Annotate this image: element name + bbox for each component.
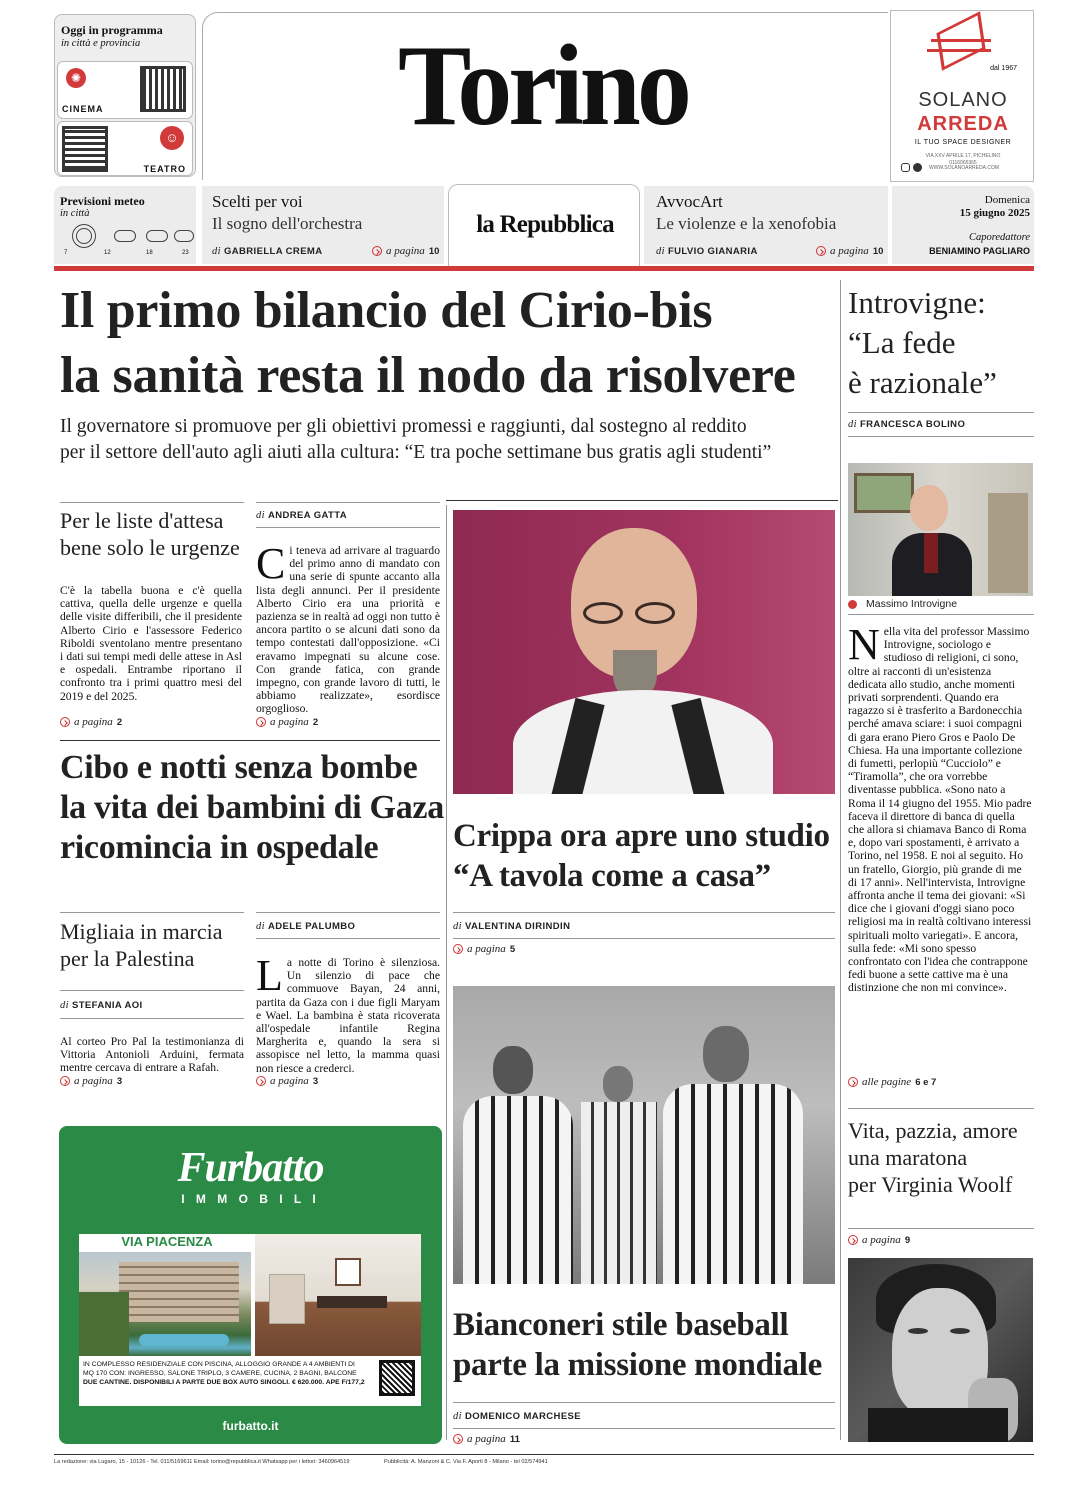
program-subtitle: in città e provincia: [61, 38, 141, 49]
interior-photo: [255, 1234, 421, 1356]
bianconeri-page-ref[interactable]: a pagina 11: [453, 1433, 520, 1445]
cloud-sun-icon: [114, 230, 136, 242]
solano-name-2: ARREDA: [917, 113, 1009, 135]
woolf-photo: [848, 1258, 1033, 1442]
editor-name: BENIAMINO PAGLIARO: [929, 246, 1030, 256]
furbatto-text-line: MQ 170 CON: INGRESSO, SALONE TRIPLO, 3 CAMERE, CUCINA, 2 BAGNI, BALCONE: [83, 1370, 357, 1377]
section-rule: [256, 938, 440, 939]
introvigne-title-2[interactable]: “La fede: [848, 325, 956, 360]
weather-time: 18: [146, 250, 153, 256]
masthead-title: Torino: [398, 20, 688, 150]
marcia-title[interactable]: Migliaia in marcia: [60, 919, 223, 944]
lead-summary: Il governatore si promuove per gli obiettivi promessi e raggiunti, dal sostegno al reddito: [60, 416, 747, 437]
solano-phone: 0116065365: [949, 160, 977, 166]
column-divider: [840, 280, 841, 1440]
introvigne-body: Nella vita del professor Massimo Introvigne, sociologo e studioso di religioni, ci sono, oltre ai racconti di un'esistenza dedicata allo studio, anche momenti privati sorprendenti. Quando era ragazzo si è trasferito a Bardonecchia perché amava sciare: i suoi compagni di gara erano Piero Gros e Paolo De Chiesa. Ha una importante collezione di fumetti, perlopiù “Cucciolo” e “Tiramolla”, che ora vorrebbe diventasse pubblica. «Sono nato a Roma il 14 giugno del 1955. Mio padre faceva il direttore di banca di quella che allora si chiamava Banco di Roma e, dopo vari spostamenti, è arrivato a Torino, nel 1958. E noi al seguito. Ho un fratello, Giorgio, più grande di me di 17 anni». Nell'intervista, Introvigne affronta anche il tema dei giovani: «Si dice che i giovani d'oggi siano poco religiosi ma in realtà coltivano interessi spirituali molto variegati». E ancora, sulla fede: «Mi sono spesso confrontato con l'idea che contrappone fedi buone a sette cattive ma è una distinzione che non mi convince».: [848, 620, 1032, 995]
red-rule: [54, 266, 1034, 271]
cinema-icon: ✺: [66, 68, 86, 88]
scelti-title: Il sogno dell'orchestra: [212, 214, 363, 233]
arrow-icon: [372, 246, 382, 256]
dropcap: C: [256, 539, 286, 588]
facebook-icon: [913, 163, 922, 172]
editor-role: Caporedattore: [968, 232, 1030, 243]
program-title: Oggi in programma: [61, 23, 163, 37]
cinema-card[interactable]: [57, 61, 193, 119]
section-rule: [256, 502, 440, 503]
bianconeri-headline[interactable]: Bianconeri stile baseball: [453, 1307, 789, 1343]
date-weekday: Domenica: [984, 194, 1030, 206]
section-rule: [848, 1228, 1034, 1229]
theatre-masks-icon: ☺: [160, 126, 184, 150]
cloud-sun-icon: [146, 230, 168, 242]
column-divider: [446, 505, 447, 1440]
arrow-icon: [60, 1076, 70, 1086]
teatro-card[interactable]: [57, 121, 193, 176]
lead-summary-2: per il settore dell'auto agli aiuti alla cultura: “E tra poche settimane bus gratis agli studenti”: [60, 442, 772, 463]
camera-icon: [848, 600, 857, 609]
qr-code-icon: [140, 66, 186, 112]
furbatto-location: VIA PIACENZA: [121, 1234, 213, 1249]
gatta-page-ref[interactable]: a pagina 2: [256, 716, 318, 728]
weather-time: 23: [182, 250, 189, 256]
section-rule: [60, 740, 440, 741]
solano-since: dal 1967: [990, 65, 1017, 72]
furbatto-card: [79, 1234, 421, 1406]
marcia-title-2[interactable]: per la Palestina: [60, 946, 195, 971]
instagram-icon: [901, 163, 910, 172]
section-rule: [60, 990, 244, 991]
arrow-icon: [453, 944, 463, 954]
arrow-icon: [816, 246, 826, 256]
section-rule: [453, 1428, 835, 1429]
introvigne-title-3[interactable]: è razionale”: [848, 365, 997, 400]
ad-solano-arreda[interactable]: [890, 10, 1034, 182]
weather-box: [54, 186, 196, 264]
woolf-title-3[interactable]: per Virginia Woolf: [848, 1172, 1013, 1197]
introvigne-page-ref[interactable]: alle pagine 6 e 7: [848, 1076, 936, 1088]
crippa-photo: [453, 510, 835, 794]
cinema-label: CINEMA: [62, 104, 104, 114]
furbatto-text-line: IN COMPLESSO RESIDENZIALE CON PISCINA, ALLOGGIO GRANDE A 4 AMBIENTI DI: [83, 1361, 355, 1368]
scelti-box[interactable]: [202, 186, 444, 264]
arrow-icon: [848, 1235, 858, 1245]
cloud-sun-icon: [174, 230, 194, 242]
introvigne-photo: [848, 463, 1033, 596]
liste-body: C'è la tabella buona e c'è quella cattiva, quella delle urgenze e quella delle visite differibili, che il presidente Alberto Cirio e l'assessore Federico Riboldi sventolano mentre presentano i dati sui tempi medi delle attese in Asl e ospedali. Entrambe riportano il confronto tra i primi quattro mesi del 2019 e del 2025.: [60, 584, 242, 703]
avvocart-title: Le violenze e la xenofobia: [656, 214, 837, 233]
solano-name: SOLANO: [918, 89, 1008, 111]
weather-subtitle: in città: [60, 208, 90, 219]
introvigne-byline: di FRANCESCA BOLINO: [848, 419, 966, 430]
solano-web: WWW.SOLANOARREDA.COM: [929, 165, 1000, 171]
introvigne-caption: Massimo Introvigne: [866, 598, 958, 610]
liste-title-2[interactable]: bene solo le urgenze: [60, 535, 240, 560]
date-day: 15 giugno 2025: [959, 207, 1030, 219]
furbatto-text-line: DUE CANTINE. DISPONIBILI A PARTE DUE BOX AUTO SINGOLI. € 620.000. APE F/177,2: [83, 1379, 365, 1386]
woolf-page-ref[interactable]: a pagina 9: [848, 1234, 910, 1246]
footer-pubblicita: Pubblicità: A. Manzoni & C. Via F. Aporti 8 - Milano - tel 02/574941: [384, 1459, 548, 1465]
solano-address: VIA XXV APRILE 17, PICHELINO: [925, 153, 1001, 159]
section-rule: [60, 912, 244, 913]
palumbo-byline: di ADELE PALUMBO: [256, 921, 356, 932]
date-box: [892, 186, 1034, 264]
section-rule: [848, 436, 1034, 437]
qr-code-icon: [379, 1360, 415, 1396]
liste-title[interactable]: Per le liste d'attesa: [60, 508, 224, 533]
avvocart-kicker: AvvocArt: [656, 192, 723, 211]
furbatto-text: [83, 1360, 379, 1387]
gatta-body: Ci teneva ad arrivare al traguardo del primo anno di mandato con una serie di spunte accanto alla lista degli annunci. Per il presidente Alberto Cirio era una priorità e pazienza se in realtà ad oggi non tutto è ancora partito o se alcuni dati sono da tempo contestati dall'opposizione. «Ci eravamo impegnati su alcune cose. Con grande fatica, con grande impegno, con grande lavoro di tutti, le abbiamo realizzate», esordisce orgoglioso.: [256, 539, 440, 716]
avvocart-box[interactable]: [644, 186, 888, 264]
arrow-icon: [848, 1077, 858, 1087]
palumbo-body: La notte di Torino è silenziosa. Un silenzio di pace che commuove Bayan, 24 anni, partita da Gaza con i due figli Maryam e Wael. La bambina è stata ricoverata all'ospedale infantile Regina Margherita e, quando la sera si assopisce nel letto, la mamma quasi non riesce a crederci.: [256, 951, 440, 1075]
lead-headline[interactable]: Il primo bilancio del Cirio-bis: [60, 282, 713, 339]
section-rule: [453, 1402, 835, 1403]
section-rule: [453, 938, 835, 939]
juventus-photo: [453, 986, 835, 1284]
program-box: [54, 14, 196, 177]
scelti-byline: di GABRIELLA CREMA: [212, 246, 323, 257]
marcia-body: Al corteo Pro Pal la testimonianza di Vittoria Antonioli Arduini, fermata mentre cercava di entrare a Rafah.: [60, 1035, 244, 1075]
furbatto-brand: Furbatto: [177, 1145, 324, 1191]
arrow-icon: [256, 1076, 266, 1086]
woolf-title-2[interactable]: una maratona: [848, 1145, 968, 1170]
newspaper-logo: la Repubblica: [476, 211, 614, 238]
scelti-kicker: Scelti per voi: [212, 192, 303, 211]
bianconeri-byline: di DOMENICO MARCHESE: [453, 1411, 582, 1422]
weather-time: 12: [104, 250, 111, 256]
section-rule: [453, 912, 835, 913]
furbatto-web[interactable]: furbatto.it: [222, 1419, 279, 1433]
footer-redazione: La redazione: via Lugaro, 15 - 10126 - Tel. 011/5169611 Email: torino@repubblica.it Whatsapp per i lettori: 3460964519: [54, 1459, 350, 1465]
avvocart-page-ref[interactable]: a pagina 10: [816, 245, 883, 257]
avvocart-byline: di FULVIO GIANARIA: [656, 246, 758, 257]
scelti-page-ref[interactable]: a pagina 10: [372, 245, 439, 257]
section-rule: [60, 1018, 244, 1019]
arrow-icon: [60, 717, 70, 727]
qr-code-icon: [62, 126, 108, 172]
sun-icon: [76, 228, 92, 244]
solano-tagline: IL TUO SPACE DESIGNER: [914, 139, 1012, 146]
marcia-page-ref[interactable]: a pagina 3: [60, 1075, 122, 1087]
woolf-title[interactable]: Vita, pazzia, amore: [848, 1118, 1018, 1143]
crippa-headline-2[interactable]: “A tavola come a casa”: [453, 858, 771, 894]
arrow-icon: [453, 1434, 463, 1444]
dropcap: L: [256, 951, 283, 1000]
dropcap: N: [848, 620, 880, 669]
lead-headline-2[interactable]: la sanità resta il nodo da risolvere: [60, 347, 796, 404]
teatro-label: TEATRO: [143, 164, 186, 174]
section-rule: [60, 502, 244, 503]
crippa-byline: di VALENTINA DIRINDIN: [453, 921, 571, 932]
arrow-icon: [256, 717, 266, 727]
section-rule: [256, 527, 440, 528]
furbatto-sub: I M M O B I L I: [181, 1192, 320, 1206]
section-rule: [848, 412, 1034, 413]
palumbo-page-ref[interactable]: a pagina 3: [256, 1075, 318, 1087]
crippa-headline[interactable]: Crippa ora apre uno studio: [453, 818, 830, 854]
building-photo: [79, 1252, 251, 1356]
section-rule: [256, 912, 440, 913]
footer-rule: [54, 1454, 1034, 1455]
gaza-headline-2[interactable]: la vita dei bambini di Gaza: [60, 789, 444, 826]
section-rule: [848, 1108, 1034, 1109]
gaza-headline[interactable]: Cibo e notti senza bombe: [60, 749, 418, 786]
weather-title: Previsioni meteo: [60, 194, 145, 208]
liste-page-ref[interactable]: a pagina 2: [60, 716, 122, 728]
section-rule: [848, 614, 1034, 615]
gatta-byline: di ANDREA GATTA: [256, 510, 348, 521]
crippa-page-ref[interactable]: a pagina 5: [453, 943, 515, 955]
solano-logo-icon: [921, 17, 1001, 67]
lead-bottom-rule: [446, 500, 838, 501]
marcia-byline: di STEFANIA AOI: [60, 1000, 143, 1011]
bianconeri-headline-2[interactable]: parte la missione mondiale: [453, 1347, 822, 1383]
gaza-headline-3[interactable]: ricomincia in ospedale: [60, 829, 379, 866]
ad-furbatto[interactable]: [59, 1126, 442, 1444]
introvigne-title[interactable]: Introvigne:: [848, 285, 986, 320]
repubblica-box: [448, 184, 640, 266]
weather-time: 7: [64, 250, 68, 256]
